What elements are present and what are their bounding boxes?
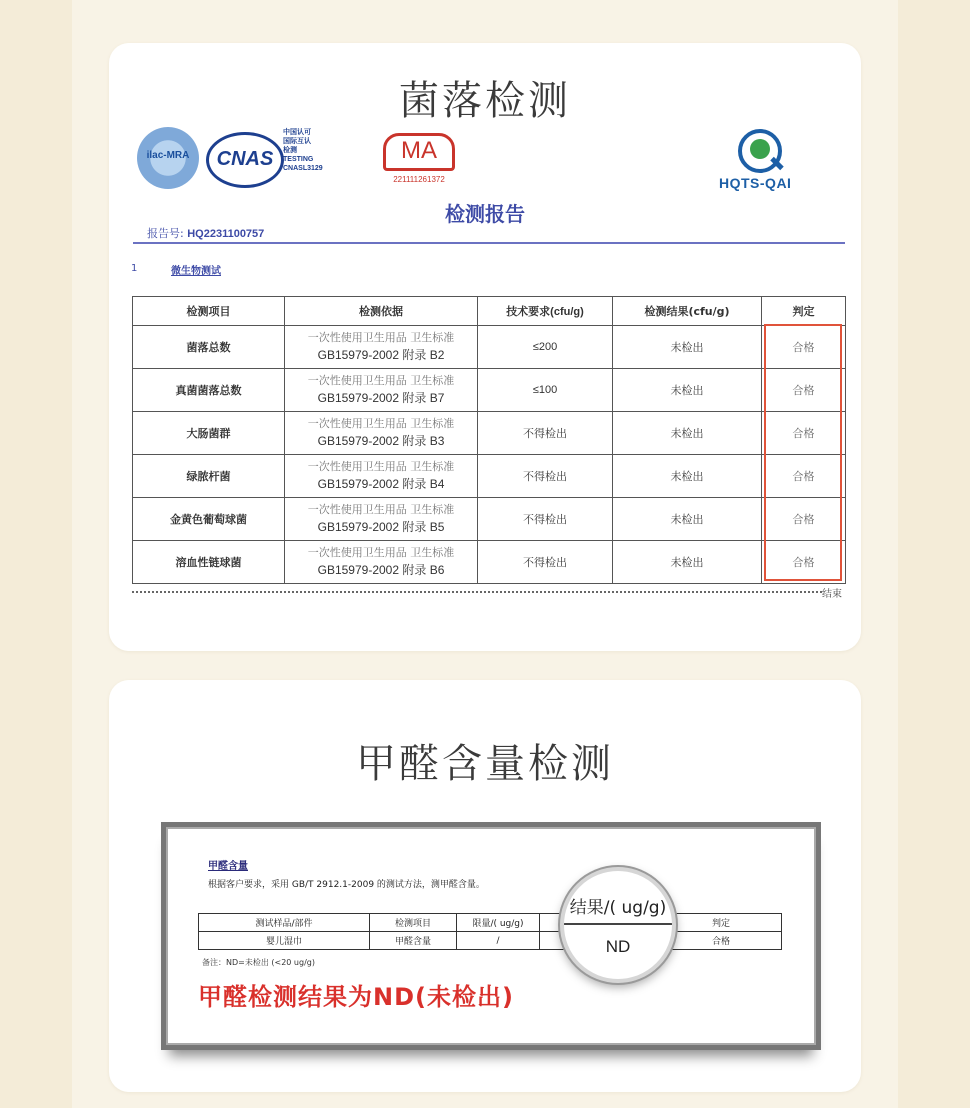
- formaldehyde-report-document: [161, 822, 821, 1050]
- table-row: 溶血性链球菌 一次性使用卫生用品 卫生标准 GB15979-2002 附录 B6 不得检出 未检出 合格: [133, 541, 846, 584]
- ilac-mra-logo: ilac-MRA: [137, 127, 199, 189]
- doc-description: 根据客户要求，采用 GB/T 2912.1-2009 的测试方法，测甲醛含量。: [208, 880, 485, 890]
- header-result: 检测结果(cfu/g): [613, 297, 762, 326]
- section-name: 微生物测试: [171, 266, 221, 277]
- hqts-magnifier-icon: [738, 129, 782, 173]
- table-row: 菌落总数 一次性使用卫生用品 卫生标准 GB15979-2002 附录 B2 ≤200 未检出 合格: [133, 326, 846, 369]
- doc-heading: 甲醛含量: [208, 861, 248, 872]
- cma-number: 221111261372: [393, 175, 445, 184]
- end-label: 结束: [822, 589, 842, 600]
- header-requirement: 技术要求(cfu/g): [478, 297, 613, 326]
- table-row: 金黄色葡萄球菌 一次性使用卫生用品 卫生标准 GB15979-2002 附录 B5 不得检出 未检出 合格: [133, 498, 846, 541]
- formaldehyde-result-text: 甲醛检测结果为ND(未检出): [198, 983, 514, 1011]
- table-header-row: [133, 297, 846, 326]
- table-header-row: 测试样品/部件 检测项目 限量/( ug/g) 判定: [199, 914, 782, 932]
- cnas-logo: CNAS: [206, 132, 284, 188]
- magnifier-header: 结果/( ug/g): [569, 898, 667, 918]
- table-row: 真菌菌落总数 一次性使用卫生用品 卫生标准 GB15979-2002 附录 B7 ≤100 未检出 合格: [133, 369, 846, 412]
- formaldehyde-test-title: 甲醛含量检测: [356, 741, 614, 787]
- table-row: 绿脓杆菌 一次性使用卫生用品 卫生标准 GB15979-2002 附录 B4 不得检出 未检出 合格: [133, 455, 846, 498]
- magnifier-value: ND: [605, 937, 631, 956]
- cnas-text: 中国认可 国际互认 检测 TESTING CNASL3129: [283, 129, 323, 172]
- report-divider: [133, 242, 845, 244]
- microbial-test-table: [132, 296, 846, 584]
- end-dotted-line: [132, 591, 822, 593]
- colony-test-card: [109, 43, 861, 651]
- table-row: 大肠菌群 一次性使用卫生用品 卫生标准 GB15979-2002 附录 B3 不得检出 未检出 合格: [133, 412, 846, 455]
- doc-note: 备注：ND=未检出 (<20 ug/g): [202, 958, 315, 967]
- cma-logo: MA: [383, 133, 455, 171]
- header-basis: 检测依据: [285, 297, 478, 326]
- header-verdict: 判定: [762, 297, 846, 326]
- report-title: 检测报告: [445, 202, 525, 226]
- section-number: 1: [131, 263, 138, 274]
- colony-test-title: 菌落检测: [399, 78, 571, 124]
- verdict-highlight-box: [764, 324, 842, 581]
- table-row: 婴儿湿巾 甲醛含量 / 合格: [199, 932, 782, 950]
- hqts-logo-label: HQTS-QAI: [719, 175, 792, 191]
- formaldehyde-table: [198, 913, 782, 950]
- report-number: 报告号: HQ2231100757: [147, 227, 265, 240]
- magnifier-lens: [560, 867, 676, 983]
- formaldehyde-test-card: [109, 680, 861, 1092]
- header-item: 检测项目: [133, 297, 285, 326]
